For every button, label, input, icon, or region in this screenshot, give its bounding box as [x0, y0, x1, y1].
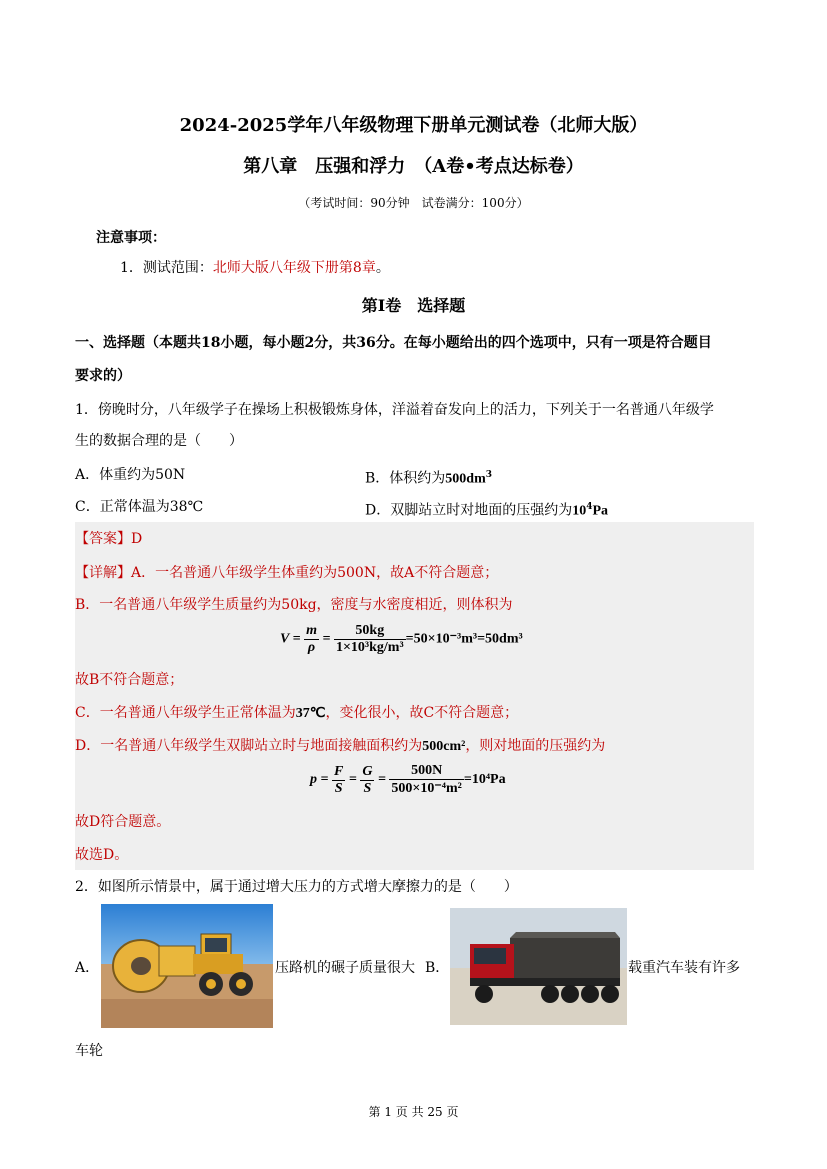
q1-option-b-exp: 3 — [485, 470, 493, 480]
formula-p-lhs: p — [310, 772, 317, 788]
detail-a-text: A．一名普通八年级学生体重约为500N，故A不符合题意； — [131, 565, 499, 581]
q1-option-d — [365, 497, 608, 522]
q1-option-b-text: B．体积约为 — [365, 470, 446, 487]
road-roller-illustration — [101, 904, 273, 1028]
q1-option-d-unit: Pa — [592, 503, 609, 519]
formula-p-rhs: =10⁴Pa — [463, 772, 506, 788]
detail-c-end: ，变化很小，故C不符合题意； — [325, 705, 519, 721]
q1-detail-b-end: 故B不符合题意； — [75, 672, 184, 688]
notes-heading: 注意事项： — [96, 230, 166, 246]
notes-item-1 — [120, 258, 390, 278]
formula-v-frac1-num: m — [306, 623, 317, 638]
formula-p-frac3-den: 500×10⁻⁴m² — [391, 781, 462, 796]
formula-p-frac2-num: G — [362, 763, 373, 779]
q1-option-a: A．体重约为50N — [75, 467, 186, 483]
heavy-truck-image — [450, 908, 627, 1025]
q2-option-a-label: A． — [75, 960, 100, 976]
answer-value: D — [131, 531, 143, 547]
notes-item-1-prefix: 1．测试范围： — [120, 260, 213, 276]
section-instruction-line1: 一、选择题（本题共18小题，每小题2分，共36分。在每小题给出的四个选项中，只有一项是符合题目 — [75, 335, 712, 351]
road-roller-image — [101, 904, 273, 1028]
formula-p-frac2-den: S — [363, 780, 372, 796]
formula-v-frac2 — [334, 623, 406, 656]
page-footer: 第 1 页 共 25 页 — [368, 1105, 459, 1119]
notes-item-1-suffix: 。 — [375, 260, 390, 276]
exam-info: （考试时间：90分钟 试卷满分：100分） — [298, 196, 529, 210]
detail-d-text: D．一名普通八年级学生双脚站立时与地面接触面积约为 — [75, 738, 423, 754]
formula-p-frac2 — [360, 764, 374, 797]
q1-option-d-value: 10 — [572, 503, 587, 519]
exam-title: 2024-2025学年八年级物理下册单元测试卷（北师大版） — [179, 115, 648, 136]
answer-label: 【答案】 — [75, 531, 131, 547]
q1-option-c: C．正常体温为38℃ — [75, 499, 204, 515]
formula-volume: V = $\frac{m}{\rho}$ = $\frac{50kg}{\text{1×10³kg/m³}}$ =50×10⁻³m³=50dm³ — [280, 623, 523, 655]
q1-answer — [75, 529, 142, 549]
formula-p-frac1 — [332, 764, 345, 797]
q1-option-b — [365, 465, 492, 490]
q2-option-b-label: B． — [425, 960, 450, 976]
q2-option-a-text: 压路机的碾子质量很大 — [275, 960, 415, 976]
detail-d-value: 500cm² — [422, 739, 466, 754]
formula-v-frac2-den: 1×10³kg/m³ — [335, 640, 404, 655]
formula-v-lhs: V — [280, 631, 290, 647]
formula-v-frac1 — [304, 623, 319, 656]
q1-stem-line2: 生的数据合理的是（ ） — [75, 433, 243, 449]
q1-detail-d — [75, 736, 605, 757]
q1-detail-a — [75, 563, 498, 583]
formula-p-frac1-den: S — [334, 780, 343, 796]
formula-p-frac3 — [389, 763, 463, 797]
q2-option-b-text: 载重汽车装有许多 — [628, 960, 740, 976]
formula-pressure: p = $\frac{F}{S}$ = $\frac{G}{S}$ = $\frac{500N}{\text{500×10⁻⁴m²}}$ =10⁴Pa — [310, 763, 506, 796]
q1-stem-line1: 1．傍晚时分，八年级学子在操场上积极锻炼身体，洋溢着奋发向上的活力，下列关于一名普通八年级学 — [75, 402, 714, 418]
q1-detail-d-conclusion: 故D符合题意。 — [75, 814, 171, 830]
heavy-truck-illustration — [450, 908, 627, 1025]
detail-c-value: 37℃ — [295, 706, 326, 721]
detail-label: 【详解】 — [75, 565, 131, 581]
q1-detail-final: 故选D。 — [75, 847, 129, 863]
q1-option-d-exp: 4 — [586, 502, 593, 512]
q1-option-b-value: 500dm — [445, 471, 486, 487]
q2-option-b-text-cont: 车轮 — [75, 1043, 103, 1059]
q1-detail-b: B．一名普通八年级学生质量约为50kg，密度与水密度相近，则体积为 — [75, 597, 513, 613]
formula-v-rhs: =50×10⁻³m³=50dm³ — [405, 631, 523, 647]
formula-v-frac1-den: ρ — [307, 640, 316, 655]
formula-p-frac3-num: 500N — [389, 763, 463, 780]
q2-stem: 2．如图所示情景中，属于通过增大压力的方式增大摩擦力的是（ ） — [75, 879, 518, 895]
section-instruction-line2: 要求的） — [75, 368, 131, 384]
formula-p-frac1-num: F — [333, 763, 344, 779]
q1-option-d-text: D．双脚站立时对地面的压强约为 — [365, 502, 573, 519]
section-title: 第Ⅰ卷 选择题 — [361, 296, 466, 315]
detail-c-text: C．一名普通八年级学生正常体温为 — [75, 705, 296, 721]
detail-d-end: ，则对地面的压强约为 — [465, 738, 606, 754]
q1-detail-c — [75, 703, 518, 724]
notes-item-1-value: 北师大版八年级下册第8章 — [212, 260, 376, 276]
chapter-subtitle: 第八章 压强和浮力 （A卷•考点达标卷） — [243, 156, 584, 177]
formula-v-frac2-num: 50kg — [334, 623, 406, 640]
